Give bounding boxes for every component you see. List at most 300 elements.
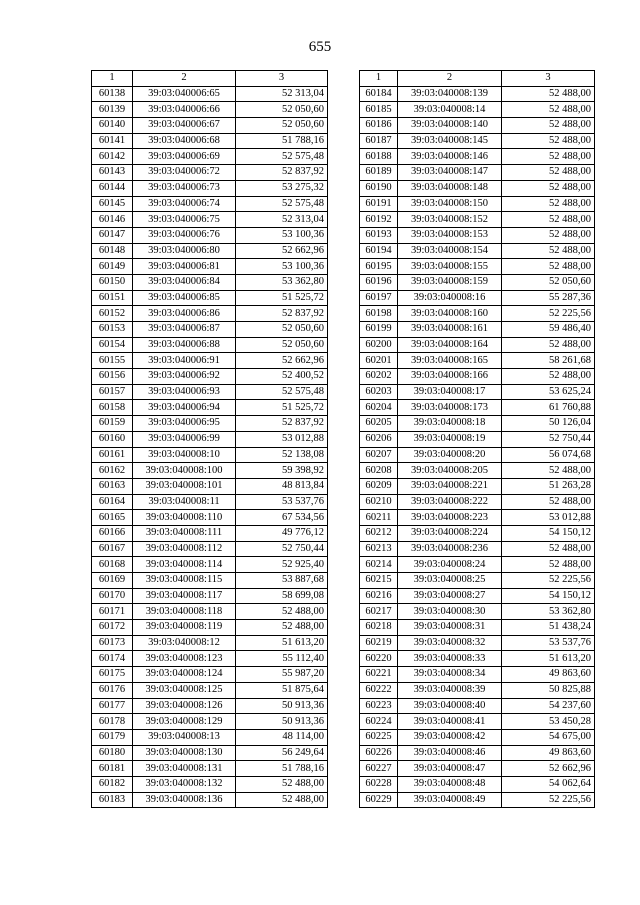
cadastral-id-cell: 39:03:040008:205: [398, 463, 502, 479]
cadastral-id-cell: 39:03:040008:47: [398, 761, 502, 777]
column-header-cadastral-id: 2: [398, 71, 502, 87]
row-number-cell: 60213: [360, 541, 398, 557]
row-number-cell: 60195: [360, 259, 398, 275]
cadastral-id-cell: 39:03:040008:34: [398, 667, 502, 683]
row-number-cell: 60189: [360, 165, 398, 181]
cadastral-id-cell: 39:03:040006:85: [133, 290, 236, 306]
table-row: [360, 651, 595, 667]
value-cell: 51 438,24: [502, 620, 595, 636]
value-cell: 52 488,00: [502, 541, 595, 557]
value-cell: 52 662,96: [502, 761, 595, 777]
value-cell: 52 575,48: [236, 149, 328, 165]
value-cell: 52 750,44: [236, 541, 328, 557]
value-cell: 52 488,00: [502, 494, 595, 510]
row-number-cell: 60142: [92, 149, 133, 165]
cadastral-id-cell: 39:03:040006:92: [133, 369, 236, 385]
row-number-cell: 60163: [92, 478, 133, 494]
value-cell: 51 525,72: [236, 290, 328, 306]
table-row: [92, 102, 328, 118]
row-number-cell: 60205: [360, 416, 398, 432]
row-number-cell: 60150: [92, 274, 133, 290]
row-number-cell: 60152: [92, 306, 133, 322]
value-cell: 53 012,88: [236, 431, 328, 447]
value-cell: 53 012,88: [502, 510, 595, 526]
cadastral-id-cell: 39:03:040008:39: [398, 682, 502, 698]
table-row: [360, 86, 595, 102]
row-number-cell: 60179: [92, 729, 133, 745]
table-row: [92, 337, 328, 353]
row-number-cell: 60187: [360, 133, 398, 149]
cadastral-id-cell: 39:03:040006:76: [133, 227, 236, 243]
value-cell: 51 875,64: [236, 682, 328, 698]
row-number-cell: 60201: [360, 353, 398, 369]
cadastral-id-cell: 39:03:040008:131: [133, 761, 236, 777]
row-number-cell: 60228: [360, 776, 398, 792]
table-row: [92, 400, 328, 416]
cadastral-id-cell: 39:03:040008:40: [398, 698, 502, 714]
value-cell: 52 488,00: [502, 227, 595, 243]
cadastral-id-cell: 39:03:040008:150: [398, 196, 502, 212]
row-number-cell: 60226: [360, 745, 398, 761]
page-number: 655: [308, 39, 332, 55]
table-row: [360, 541, 595, 557]
value-cell: 52 050,60: [236, 118, 328, 134]
row-number-cell: 60181: [92, 761, 133, 777]
value-cell: 54 150,12: [502, 588, 595, 604]
cadastral-id-cell: 39:03:040008:140: [398, 118, 502, 134]
table-row: [360, 243, 595, 259]
cadastral-id-cell: 39:03:040008:132: [133, 776, 236, 792]
column-header-value: 3: [236, 71, 328, 87]
cadastral-id-cell: 39:03:040008:221: [398, 478, 502, 494]
value-cell: 52 488,00: [502, 86, 595, 102]
table-row: [360, 431, 595, 447]
cadastral-id-cell: 39:03:040008:18: [398, 416, 502, 432]
row-number-cell: 60186: [360, 118, 398, 134]
table-row: [360, 165, 595, 181]
table-body-left: [92, 86, 328, 808]
table-row: [92, 431, 328, 447]
row-number-cell: 60176: [92, 682, 133, 698]
row-number-cell: 60156: [92, 369, 133, 385]
cadastral-id-cell: 39:03:040006:81: [133, 259, 236, 275]
cadastral-id-cell: 39:03:040008:25: [398, 573, 502, 589]
value-cell: 52 837,92: [236, 306, 328, 322]
cadastral-id-cell: 39:03:040008:117: [133, 588, 236, 604]
table-row: [92, 463, 328, 479]
table-row: [360, 557, 595, 573]
cadastral-id-cell: 39:03:040008:139: [398, 86, 502, 102]
value-cell: 55 112,40: [236, 651, 328, 667]
value-cell: 51 613,20: [236, 635, 328, 651]
cadastral-id-cell: 39:03:040006:93: [133, 384, 236, 400]
row-number-cell: 60180: [92, 745, 133, 761]
table-row: [92, 227, 328, 243]
table-row: [360, 494, 595, 510]
row-number-cell: 60220: [360, 651, 398, 667]
value-cell: 53 887,68: [236, 573, 328, 589]
cadastral-id-cell: 39:03:040008:49: [398, 792, 502, 808]
cadastral-id-cell: 39:03:040008:159: [398, 274, 502, 290]
row-number-cell: 60212: [360, 525, 398, 541]
cadastral-id-cell: 39:03:040006:75: [133, 212, 236, 228]
row-number-cell: 60171: [92, 604, 133, 620]
table-row: [92, 180, 328, 196]
table-row: [360, 180, 595, 196]
row-number-cell: 60216: [360, 588, 398, 604]
value-cell: 53 362,80: [236, 274, 328, 290]
cadastral-id-cell: 39:03:040008:223: [398, 510, 502, 526]
value-cell: 53 362,80: [502, 604, 595, 620]
table-row: [92, 667, 328, 683]
table-row: [92, 541, 328, 557]
row-number-cell: 60141: [92, 133, 133, 149]
cadastral-id-cell: 39:03:040008:224: [398, 525, 502, 541]
table-row: [92, 635, 328, 651]
row-number-cell: 60210: [360, 494, 398, 510]
value-cell: 52 488,00: [502, 102, 595, 118]
table-row: [360, 384, 595, 400]
data-table-left: [91, 70, 328, 808]
row-number-cell: 60215: [360, 573, 398, 589]
cadastral-id-cell: 39:03:040008:124: [133, 667, 236, 683]
cadastral-id-cell: 39:03:040008:17: [398, 384, 502, 400]
cadastral-id-cell: 39:03:040008:32: [398, 635, 502, 651]
value-cell: 58 261,68: [502, 353, 595, 369]
cadastral-id-cell: 39:03:040008:20: [398, 447, 502, 463]
table-row: [360, 698, 595, 714]
row-number-cell: 60154: [92, 337, 133, 353]
cadastral-id-cell: 39:03:040008:126: [133, 698, 236, 714]
value-cell: 58 699,08: [236, 588, 328, 604]
value-cell: 48 114,00: [236, 729, 328, 745]
column-header-cadastral-id: 2: [133, 71, 236, 87]
cadastral-id-cell: 39:03:040006:72: [133, 165, 236, 181]
table-row: [92, 212, 328, 228]
table-row: [360, 447, 595, 463]
cadastral-id-cell: 39:03:040008:12: [133, 635, 236, 651]
value-cell: 52 488,00: [502, 369, 595, 385]
value-cell: 52 488,00: [502, 118, 595, 134]
value-cell: 52 575,48: [236, 384, 328, 400]
cadastral-id-cell: 39:03:040008:14: [398, 102, 502, 118]
table-row: [360, 274, 595, 290]
row-number-cell: 60178: [92, 714, 133, 730]
table-header-row: [360, 71, 595, 87]
value-cell: 49 863,60: [502, 667, 595, 683]
cadastral-id-cell: 39:03:040008:114: [133, 557, 236, 573]
cadastral-id-cell: 39:03:040008:110: [133, 510, 236, 526]
row-number-cell: 60199: [360, 322, 398, 338]
value-cell: 53 100,36: [236, 227, 328, 243]
table-row: [360, 337, 595, 353]
row-number-cell: 60188: [360, 149, 398, 165]
cadastral-id-cell: 39:03:040006:68: [133, 133, 236, 149]
table-row: [92, 557, 328, 573]
table-row: [360, 149, 595, 165]
table-row: [360, 761, 595, 777]
row-number-cell: 60190: [360, 180, 398, 196]
row-number-cell: 60153: [92, 322, 133, 338]
value-cell: 52 750,44: [502, 431, 595, 447]
cadastral-id-cell: 39:03:040008:164: [398, 337, 502, 353]
row-number-cell: 60144: [92, 180, 133, 196]
row-number-cell: 60225: [360, 729, 398, 745]
value-cell: 53 100,36: [236, 259, 328, 275]
cadastral-id-cell: 39:03:040008:222: [398, 494, 502, 510]
row-number-cell: 60140: [92, 118, 133, 134]
table-row: [92, 478, 328, 494]
value-cell: 52 225,56: [502, 792, 595, 808]
table-row: [360, 463, 595, 479]
row-number-cell: 60151: [92, 290, 133, 306]
row-number-cell: 60207: [360, 447, 398, 463]
row-number-cell: 60196: [360, 274, 398, 290]
row-number-cell: 60172: [92, 620, 133, 636]
value-cell: 52 488,00: [502, 557, 595, 573]
value-cell: 51 613,20: [502, 651, 595, 667]
table-row: [92, 274, 328, 290]
row-number-cell: 60147: [92, 227, 133, 243]
row-number-cell: 60162: [92, 463, 133, 479]
cadastral-id-cell: 39:03:040008:118: [133, 604, 236, 620]
value-cell: 54 237,60: [502, 698, 595, 714]
cadastral-id-cell: 39:03:040008:166: [398, 369, 502, 385]
table-row: [360, 133, 595, 149]
row-number-cell: 60158: [92, 400, 133, 416]
cadastral-id-cell: 39:03:040008:123: [133, 651, 236, 667]
cadastral-id-cell: 39:03:040008:11: [133, 494, 236, 510]
value-cell: 53 275,32: [236, 180, 328, 196]
table-row: [92, 761, 328, 777]
row-number-cell: 60211: [360, 510, 398, 526]
value-cell: 52 662,96: [236, 243, 328, 259]
value-cell: 52 488,00: [502, 337, 595, 353]
table-row: [360, 525, 595, 541]
cadastral-id-cell: 39:03:040008:148: [398, 180, 502, 196]
column-header-number: 1: [360, 71, 398, 87]
cadastral-id-cell: 39:03:040008:48: [398, 776, 502, 792]
cadastral-id-cell: 39:03:040008:33: [398, 651, 502, 667]
cadastral-id-cell: 39:03:040008:130: [133, 745, 236, 761]
value-cell: 48 813,84: [236, 478, 328, 494]
value-cell: 51 788,16: [236, 133, 328, 149]
cadastral-id-cell: 39:03:040008:136: [133, 792, 236, 808]
cadastral-id-cell: 39:03:040008:119: [133, 620, 236, 636]
table-row: [360, 792, 595, 808]
data-table-right: [359, 70, 595, 808]
row-number-cell: 60164: [92, 494, 133, 510]
row-number-cell: 60192: [360, 212, 398, 228]
cadastral-id-cell: 39:03:040006:95: [133, 416, 236, 432]
cadastral-id-cell: 39:03:040006:73: [133, 180, 236, 196]
table-row: [360, 729, 595, 745]
table-row: [92, 651, 328, 667]
table-row: [360, 196, 595, 212]
cadastral-id-cell: 39:03:040008:24: [398, 557, 502, 573]
row-number-cell: 60209: [360, 478, 398, 494]
row-number-cell: 60197: [360, 290, 398, 306]
cadastral-id-cell: 39:03:040008:31: [398, 620, 502, 636]
row-number-cell: 60173: [92, 635, 133, 651]
table-row: [92, 698, 328, 714]
row-number-cell: 60182: [92, 776, 133, 792]
table-row: [360, 620, 595, 636]
row-number-cell: 60227: [360, 761, 398, 777]
table-row: [92, 384, 328, 400]
row-number-cell: 60146: [92, 212, 133, 228]
table-row: [92, 133, 328, 149]
row-number-cell: 60143: [92, 165, 133, 181]
value-cell: 59 486,40: [502, 322, 595, 338]
value-cell: 53 450,28: [502, 714, 595, 730]
cadastral-id-cell: 39:03:040008:115: [133, 573, 236, 589]
value-cell: 51 788,16: [236, 761, 328, 777]
cadastral-id-cell: 39:03:040008:13: [133, 729, 236, 745]
table-row: [92, 620, 328, 636]
table-row: [360, 212, 595, 228]
row-number-cell: 60174: [92, 651, 133, 667]
value-cell: 55 287,36: [502, 290, 595, 306]
cadastral-id-cell: 39:03:040008:112: [133, 541, 236, 557]
table-row: [360, 259, 595, 275]
table-row: [360, 478, 595, 494]
cadastral-id-cell: 39:03:040006:88: [133, 337, 236, 353]
table-row: [360, 745, 595, 761]
table-row: [360, 353, 595, 369]
row-number-cell: 60217: [360, 604, 398, 620]
cadastral-id-cell: 39:03:040008:152: [398, 212, 502, 228]
row-number-cell: 60145: [92, 196, 133, 212]
table-row: [360, 290, 595, 306]
table-row: [92, 118, 328, 134]
value-cell: 52 050,60: [236, 322, 328, 338]
value-cell: 53 537,76: [502, 635, 595, 651]
row-number-cell: 60204: [360, 400, 398, 416]
table-row: [92, 729, 328, 745]
cadastral-id-cell: 39:03:040008:42: [398, 729, 502, 745]
cadastral-id-cell: 39:03:040008:101: [133, 478, 236, 494]
value-cell: 52 488,00: [236, 792, 328, 808]
row-number-cell: 60138: [92, 86, 133, 102]
row-number-cell: 60166: [92, 525, 133, 541]
value-cell: 52 837,92: [236, 416, 328, 432]
value-cell: 52 313,04: [236, 212, 328, 228]
row-number-cell: 60224: [360, 714, 398, 730]
row-number-cell: 60149: [92, 259, 133, 275]
cadastral-id-cell: 39:03:040006:86: [133, 306, 236, 322]
cadastral-id-cell: 39:03:040008:30: [398, 604, 502, 620]
row-number-cell: 60202: [360, 369, 398, 385]
cadastral-id-cell: 39:03:040008:161: [398, 322, 502, 338]
table-row: [92, 588, 328, 604]
table-row: [360, 369, 595, 385]
row-number-cell: 60170: [92, 588, 133, 604]
table-row: [92, 322, 328, 338]
row-number-cell: 60184: [360, 86, 398, 102]
table-row: [360, 776, 595, 792]
cadastral-id-cell: 39:03:040006:67: [133, 118, 236, 134]
row-number-cell: 60155: [92, 353, 133, 369]
value-cell: 52 488,00: [502, 243, 595, 259]
table-row: [92, 416, 328, 432]
cadastral-id-cell: 39:03:040006:66: [133, 102, 236, 118]
value-cell: 52 837,92: [236, 165, 328, 181]
table-row: [360, 118, 595, 134]
value-cell: 53 625,24: [502, 384, 595, 400]
value-cell: 53 537,76: [236, 494, 328, 510]
table-row: [92, 306, 328, 322]
cadastral-id-cell: 39:03:040008:129: [133, 714, 236, 730]
row-number-cell: 60229: [360, 792, 398, 808]
table-row: [92, 447, 328, 463]
value-cell: 49 776,12: [236, 525, 328, 541]
value-cell: 52 925,40: [236, 557, 328, 573]
row-number-cell: 60206: [360, 431, 398, 447]
value-cell: 59 398,92: [236, 463, 328, 479]
cadastral-id-cell: 39:03:040008:41: [398, 714, 502, 730]
value-cell: 49 863,60: [502, 745, 595, 761]
table-row: [92, 525, 328, 541]
table-row: [360, 400, 595, 416]
value-cell: 52 488,00: [236, 620, 328, 636]
table-row: [360, 604, 595, 620]
row-number-cell: 60159: [92, 416, 133, 432]
table-row: [92, 86, 328, 102]
cadastral-id-cell: 39:03:040006:91: [133, 353, 236, 369]
cadastral-id-cell: 39:03:040008:46: [398, 745, 502, 761]
table-row: [92, 745, 328, 761]
cadastral-id-cell: 39:03:040006:94: [133, 400, 236, 416]
cadastral-id-cell: 39:03:040008:146: [398, 149, 502, 165]
table-row: [92, 604, 328, 620]
cadastral-id-cell: 39:03:040008:173: [398, 400, 502, 416]
value-cell: 52 488,00: [502, 133, 595, 149]
value-cell: 54 675,00: [502, 729, 595, 745]
row-number-cell: 60167: [92, 541, 133, 557]
row-number-cell: 60194: [360, 243, 398, 259]
table-row: [92, 510, 328, 526]
row-number-cell: 60214: [360, 557, 398, 573]
row-number-cell: 60177: [92, 698, 133, 714]
row-number-cell: 60198: [360, 306, 398, 322]
value-cell: 52 488,00: [502, 259, 595, 275]
value-cell: 52 662,96: [236, 353, 328, 369]
value-cell: 52 488,00: [236, 604, 328, 620]
table-body-right: [360, 86, 595, 808]
value-cell: 52 313,04: [236, 86, 328, 102]
table-row: [360, 682, 595, 698]
cadastral-id-cell: 39:03:040008:10: [133, 447, 236, 463]
cadastral-id-cell: 39:03:040006:84: [133, 274, 236, 290]
cadastral-id-cell: 39:03:040008:111: [133, 525, 236, 541]
value-cell: 52 488,00: [502, 165, 595, 181]
table-row: [92, 714, 328, 730]
table-row: [92, 494, 328, 510]
table-row: [92, 369, 328, 385]
cadastral-id-cell: 39:03:040006:65: [133, 86, 236, 102]
table-row: [92, 259, 328, 275]
value-cell: 61 760,88: [502, 400, 595, 416]
row-number-cell: 60222: [360, 682, 398, 698]
table-row: [92, 573, 328, 589]
table-row: [92, 290, 328, 306]
cadastral-id-cell: 39:03:040006:99: [133, 431, 236, 447]
cadastral-id-cell: 39:03:040008:27: [398, 588, 502, 604]
row-number-cell: 60168: [92, 557, 133, 573]
row-number-cell: 60148: [92, 243, 133, 259]
table-row: [360, 227, 595, 243]
